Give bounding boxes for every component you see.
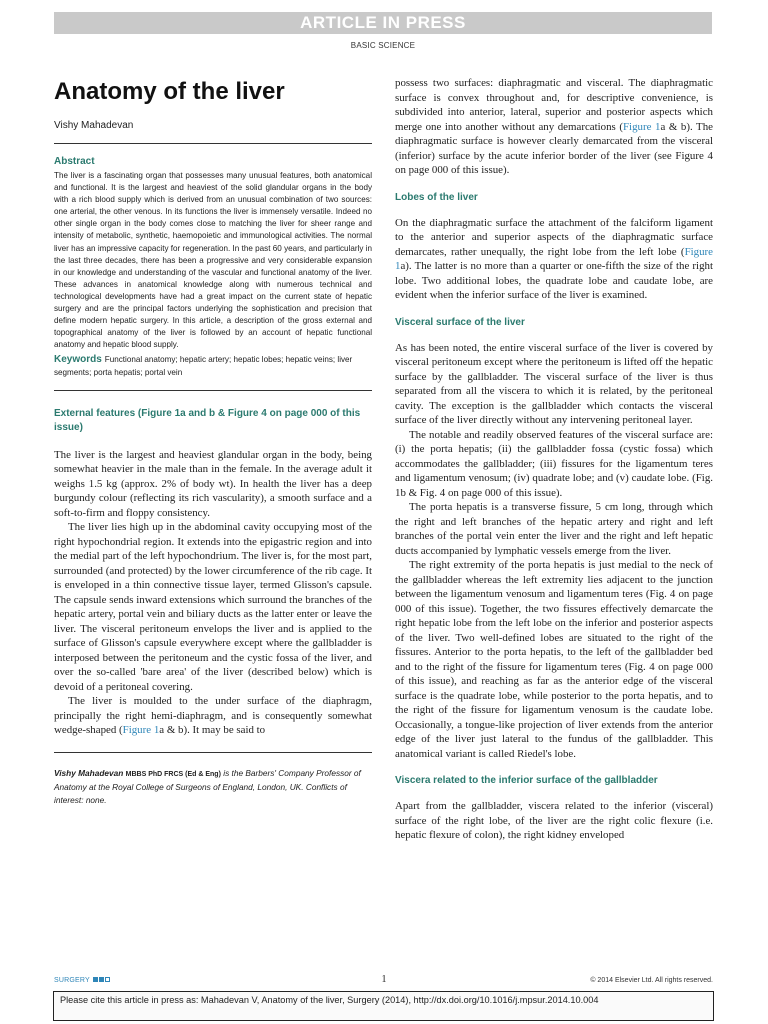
author-footnote bbox=[54, 767, 372, 807]
abstract-text: The liver is a fascinating organ that possesses many unusual features, both anatomical and functional. It is the largest and heaviest of the solid glandular organs in the body with a rich blood supply which is derived from an unusual combination of two sources: one arterial, the other venous. In its functions the liver is immensely versatile. Indeed no other single organ in the body comes close to matching the liver for sheer range and intensity of metabolic, synthetic, haemopoietic and immunological activities. The normal liver has an impressive capacity for regeneration. In the past 60 years, and particularly in the last three decades, there has been a progressive and very considerable expansion in our knowledge and understanding of the vascular and functional anatomy of the liver. These advances in anatomical knowledge along with numerous technical and technological developments have had a great impact on the current state of hepatic surgery and are the principal factors underlying the sophistication and precision that define modern hepatic surgery. In this article, a description of the gross external and topographical anatomy of the liver is followed by an account of hepatic functional anatomy and hepatic blood supply. bbox=[54, 171, 372, 350]
author-name: Vishy Mahadevan bbox=[54, 120, 134, 131]
page-number: 1 bbox=[381, 974, 387, 985]
paragraph: The liver lies high up in the abdominal cavity occupying most of the right hypochondrial region. It extends into the epigastric region and into the medial part of the left hypochondrium. The liver is, for the most part, surrounded (and protected) by the lower circumference of the rib cage. It is enveloped in a thin connective tissue layer, termed Glisson's capsule. The capsule sends inward extensions which surround the branches of the hepatic artery, portal vein and biliary ducts as the latter enter or leave the liver. The visceral peritoneum envelops the liver and is applied to the surface of Glisson's capsule everywhere except where the gallbladder is interposed between the peritoneum and the cystic fossa of the liver, and over the so-called 'bare area' of the liver (described below) which is devoid of a peritoneal covering. bbox=[54, 521, 372, 693]
article-title: Anatomy of the liver bbox=[54, 78, 285, 105]
text-run: a & b). The diaphragmatic surface is however clearly demarcated from the visceral (inferior) surface by the acute inferior border of the liver (see Figure 4 on page 000 of this issue). bbox=[395, 120, 713, 176]
footnote-degrees: MBBS PhD FRCS (Ed & Eng) bbox=[125, 770, 221, 778]
paragraph: The right extremity of the porta hepatis is just medial to the neck of the gallbladder whereas the left extremity lies adjacent to the junction between the ligamentum venosum and ligamentum teres (Fig. 4 on page 000 of this issue). Together, the two fissures effectively demarcate the right hepatic lobe from the left lobe on the inferior and posterior aspects of the liver. Two well-defined lobes are situated to the right of the fissures. Anterior to the porta hepatis, to the left of the gallbladder bed and to the right of the fissure for ligamentum teres (Fig. 4 on page 000 of this issue), and reaching as far as the anterior edge of the visceral surface is the quadrate lobe, while posterior to the porta hepatis, and to the right of the fissure for ligamentum venosum is the caudate lobe. Occasionally, a tongue-like projection of liver extends from the anterior edge of the liver just lateral to the fundus of the gallbladder. This anatomical variant is called Riedel's lobe. bbox=[395, 559, 713, 760]
text-run: a). The latter is no more than a quarter or one-fifth the size of the right lobe. Two additional lobes, the quadrate lobe and caudate lobe, are evident when the inferior surface of the liver is examined. bbox=[395, 260, 713, 301]
viscera-body bbox=[395, 799, 713, 843]
paragraph bbox=[395, 216, 713, 303]
external-features-body bbox=[54, 448, 372, 738]
citation-box bbox=[53, 991, 714, 1021]
section-label: BASIC SCIENCE bbox=[350, 41, 416, 50]
abstract-heading: Abstract bbox=[54, 156, 95, 167]
divider bbox=[54, 752, 372, 753]
paragraph: Apart from the gallbladder, viscera related to the inferior (visceral) surface of the right lobe, of the liver are the right colic flexure (i.e. hepatic flexure of colon), the right kidney enveloped bbox=[395, 800, 713, 841]
figure-link[interactable]: Figure 1 bbox=[395, 245, 713, 272]
paragraph bbox=[54, 694, 372, 738]
article-in-press-banner: ARTICLE IN PRESS bbox=[54, 12, 712, 34]
viscera-heading: Viscera related to the inferior surface of the gallbladder bbox=[395, 775, 658, 786]
citation-text: Please cite this article in press as: Mahadevan V, Anatomy of the liver, Surgery (2014), http://dx.doi.org/10.1016/j.mpsur.2014.10.004 bbox=[60, 995, 599, 1005]
square-icon bbox=[105, 977, 110, 982]
footnote-text: is the Barbers' Company Professor of Anatomy at the Royal College of Surgeons of England, London, UK. Conflicts of interest: none. bbox=[54, 767, 361, 805]
lobes-body bbox=[395, 216, 713, 303]
left-column bbox=[54, 76, 372, 806]
paragraph bbox=[395, 76, 713, 178]
square-icon bbox=[99, 977, 104, 982]
paragraph: The porta hepatis is a transverse fissure, 5 cm long, through which the right and left branches of the hepatic artery and right and left branches of the portal vein enter the liver and the right and left hepatic ducts accompanied by lymphatic vessels emerge from the liver. bbox=[395, 501, 713, 557]
visceral-surface-body bbox=[395, 341, 713, 762]
divider bbox=[54, 390, 372, 391]
right-column bbox=[395, 76, 713, 843]
keywords bbox=[54, 354, 372, 378]
figure-link[interactable]: Figure 1 bbox=[623, 120, 661, 133]
keywords-list: Functional anatomy; hepatic artery; hepatic lobes; hepatic veins; liver segments; porta hepatis; portal vein bbox=[54, 355, 353, 377]
continued-text bbox=[395, 76, 713, 178]
text-run: a & b). It may be said to bbox=[159, 724, 266, 737]
text-run: possess two surfaces: diaphragmatic and visceral. The diaphragmatic surface is convex throughout and, for descriptive convenience, is subdivided into anterior, lateral, superior and posterior aspects which merge one into another without any demarcations ( bbox=[395, 77, 713, 133]
journal-name bbox=[54, 977, 110, 984]
paragraph: The liver is the largest and heaviest glandular organ in the body, being somewhat heavier in the male than in the female. In the average adult it weighs 1.5 kg (approx. 2% of body wt). In health the liver has a deep burgundy colour (reflecting its rich vascularity), a smooth surface and a soft-to-firm and floppy consistency. bbox=[54, 448, 372, 519]
square-icon bbox=[93, 977, 98, 982]
text-run: On the diaphragmatic surface the attachment of the falciform ligament to the anterior and superior aspects of the diaphragmatic surface demarcates, rather unequally, the right lobe from the left lobe ( bbox=[395, 216, 713, 258]
text-run: The liver is moulded to the under surface of the diaphragm, principally the right hemi-diaphragm, and is consequently somewhat wedge-shaped ( bbox=[54, 695, 372, 737]
copyright: © 2014 Elsevier Ltd. All rights reserved. bbox=[590, 977, 713, 984]
figure-link[interactable]: Figure 1 bbox=[122, 724, 160, 737]
external-features-heading: External features (Figure 1a and b & Figure 4 on page 000 of this issue) bbox=[54, 407, 361, 433]
paragraph: As has been noted, the entire visceral surface of the liver is covered by visceral peritoneum except where the peritoneum is lifted off the hepatic surface by the gallbladder. The visceral surface of the liver is thus separated from all the viscera to which it is related, by the peritoneal cavity. The exception is the gallbladder which contacts the visceral surface of the liver directly without any intervening peritoneal layer. bbox=[395, 341, 713, 426]
divider bbox=[54, 143, 372, 144]
lobes-heading: Lobes of the liver bbox=[395, 191, 478, 203]
paragraph: The notable and readily observed features of the visceral surface are: (i) the porta hepatis; (ii) the gallbladder fossa (cystic fossa) which accommodates the gallbladder; (iii) fissures for the ligamentum teres and ligamentum venosum; (iv) quadrate lobe; and (v) caudate lobe. (Fig. 1b & Fig. 4 on page 000 of this issue). bbox=[395, 428, 713, 499]
journal-label: SURGERY bbox=[54, 977, 90, 984]
keywords-label: Keywords bbox=[54, 354, 102, 366]
visceral-surface-heading: Visceral surface of the liver bbox=[395, 316, 525, 328]
footnote-author: Vishy Mahadevan bbox=[54, 767, 124, 778]
